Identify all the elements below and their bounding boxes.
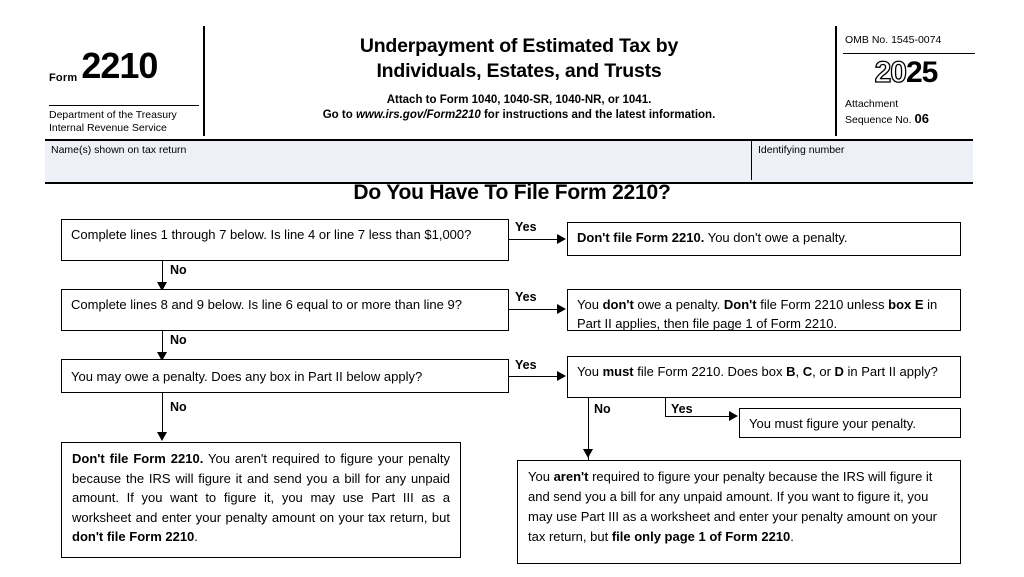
flow-answer-2 (567, 289, 961, 331)
tax-year-solid-part: 25 (906, 56, 938, 89)
connector-q3-no (162, 393, 163, 434)
flow-question-4-bold-3: C (802, 364, 813, 379)
flow-answer-2-bold-3: box E (888, 297, 924, 312)
label-q4-yes: Yes (671, 402, 693, 416)
section-heading: Do You Have To File Form 2210? (353, 181, 671, 204)
flow-answer-bottom-left-bold-2: don't file Form 2210 (72, 529, 195, 544)
flow-question-3: You may owe a penalty. Does any box in Part II below apply? (61, 359, 509, 393)
flow-question-4-part-4: , or (812, 364, 835, 379)
flow-question-4-part-2: file Form 2210. Does box (633, 364, 787, 379)
attachment-sequence-label: Sequence No. (845, 113, 912, 126)
flow-answer-bottom-left-text: You aren't required to figure your penalty because the IRS will figure it and send you a bill for any unpaid amount. If you want to figure it, you may use Part III as a worksheet and enter your penalty amount on your tax return, but (72, 451, 450, 525)
goto-prefix: Go to (322, 109, 356, 121)
flow-question-1: Complete lines 1 through 7 below. Is line 4 or line 7 less than $1,000? (61, 219, 509, 261)
flow-answer-2-part-4: in Part II applies, then file page 1 of Form 2210. (577, 297, 938, 331)
flow-question-4-part-1: You (577, 364, 603, 379)
flow-answer-bottom-left-end: . (194, 529, 198, 544)
flow-answer-bottom-right-end: . (790, 529, 794, 544)
flow-answer-bottom-right-bold-2: file only page 1 of Form 2210 (611, 529, 791, 544)
attachment-label: Attachment (845, 98, 899, 110)
label-q1-yes: Yes (515, 220, 537, 234)
department-line-1: Department of the Treasury (49, 109, 177, 121)
irs-url[interactable]: www.irs.gov/Form2210 (355, 109, 481, 121)
flow-answer-bottom-right-part-2: required to figure your penalty because the IRS will figure it and send you a bill for any unpaid amount. If you want to figure it, you may use Part III as a worksheet and enter your penalty amount on your tax return, but (528, 469, 937, 544)
form-title-line-1: Underpayment of Estimated Tax by (359, 35, 679, 57)
label-q2-yes: Yes (515, 290, 537, 304)
arrow-q4-yes-icon (729, 411, 738, 421)
flow-question-4-bold-4: D (834, 364, 844, 379)
name-field-label: Name(s) shown on tax return (51, 144, 187, 156)
omb-number: OMB No. 1545-0074 (845, 34, 942, 46)
flow-answer-1-bold: Don't file Form 2210. (577, 230, 705, 245)
label-q3-yes: Yes (515, 358, 537, 372)
flow-answer-must-figure-penalty: You must figure your penalty. (739, 408, 961, 438)
arrow-q4-no-icon (583, 449, 593, 458)
attach-instruction: Attach to Form 1040, 1040-SR, 1040-NR, or 1041. (386, 94, 652, 106)
flow-answer-2-part-3: file Form 2210 unless (756, 297, 889, 312)
flow-answer-bottom-left-bold-1: Don't file Form 2210. (72, 451, 204, 466)
flow-answer-2-part-1: You (577, 297, 603, 312)
arrow-q3-yes-icon (557, 371, 566, 381)
connector-q1-yes (509, 239, 561, 240)
flow-answer-2-part-2: owe a penalty. (633, 297, 724, 312)
flow-question-4-part-5: in Part II apply? (843, 364, 938, 379)
form-word-label: Form (49, 72, 78, 84)
arrow-q3-no-icon (157, 432, 167, 441)
label-q3-no: No (170, 400, 187, 414)
tax-year-outline-part: 20 (874, 56, 906, 89)
connector-q2-no (162, 331, 163, 354)
flow-answer-bottom-right-bold-1: aren't (553, 469, 589, 484)
form-title-line-2: Individuals, Estates, and Trusts (376, 60, 662, 82)
flow-question-2: Complete lines 8 and 9 below. Is line 6 equal to or more than line 9? (61, 289, 509, 331)
connector-q3-yes (509, 376, 561, 377)
connector-q1-no (162, 261, 163, 284)
flow-answer-1 (567, 222, 961, 256)
arrow-q1-yes-icon (557, 234, 566, 244)
flow-answer-bottom-left (61, 442, 461, 558)
identifying-number-label: Identifying number (758, 144, 845, 156)
flow-answer-2-bold-2: Don't (723, 297, 757, 312)
label-q2-no: No (170, 333, 187, 347)
flow-question-4-bold-1: must (602, 364, 634, 379)
goto-suffix: for instructions and the latest information. (480, 109, 716, 121)
department-line-2: Internal Revenue Service (49, 121, 167, 134)
flow-question-4-bold-2: B (786, 364, 796, 379)
flow-question-4-part-3: , (795, 364, 803, 379)
flow-answer-1-rest: You don't owe a penalty. (704, 230, 848, 245)
label-q4-no: No (594, 402, 611, 416)
flow-question-4 (567, 356, 961, 398)
connector-q4-yes-vertical (665, 398, 666, 417)
form-number: 2210 (81, 45, 158, 86)
label-q1-no: No (170, 263, 187, 277)
connector-q4-yes-horizontal (665, 416, 733, 417)
flow-answer-2-bold-1: don't (602, 297, 634, 312)
flow-answer-bottom-right-part-1: You (528, 469, 554, 484)
connector-q2-yes (509, 309, 561, 310)
flow-answer-bottom-right (517, 460, 961, 564)
arrow-q2-yes-icon (557, 304, 566, 314)
attachment-sequence-number: 06 (914, 110, 929, 126)
